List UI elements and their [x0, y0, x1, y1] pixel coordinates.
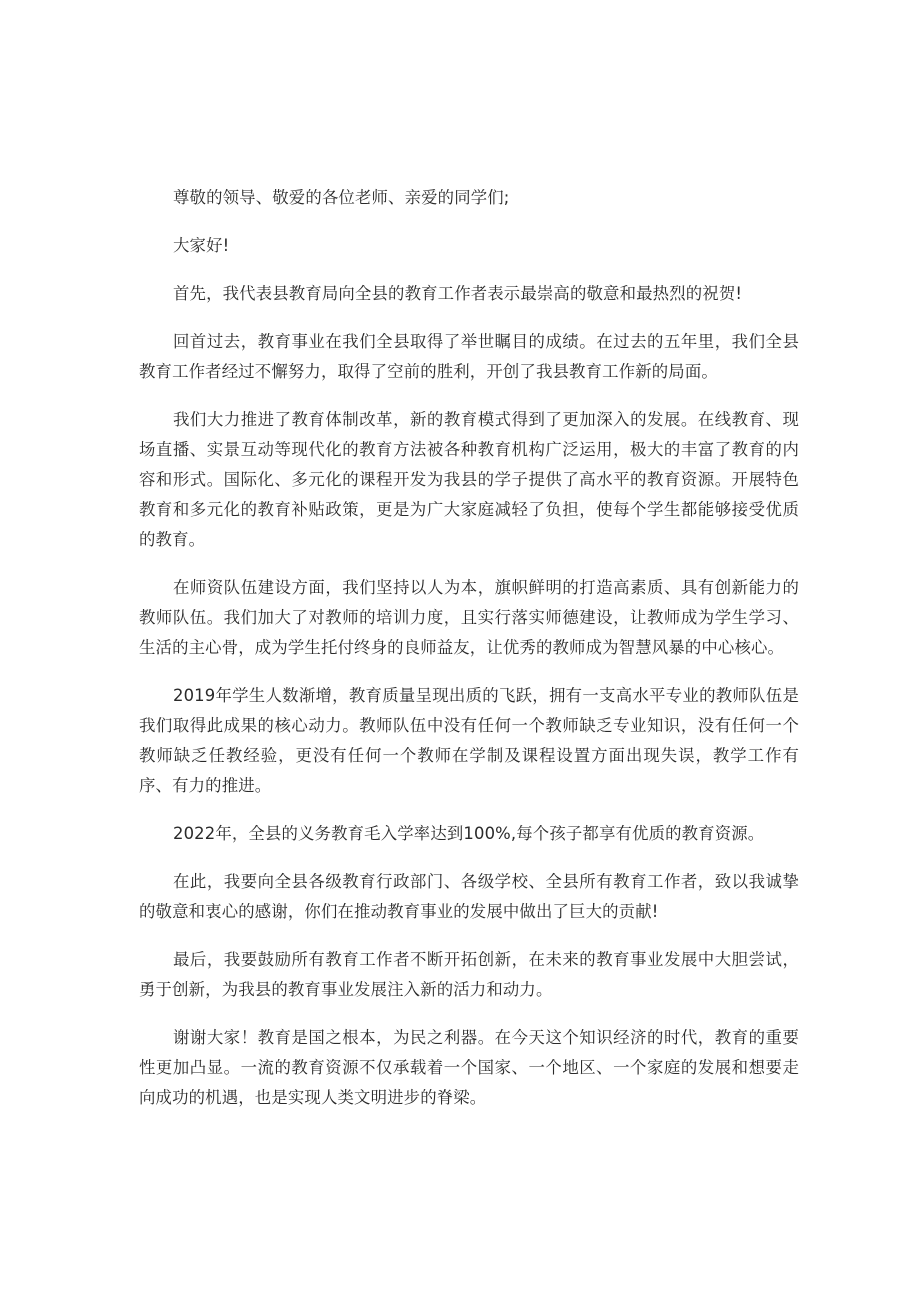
enrollment-2022-paragraph: 2022年，全县的义务教育毛入学率达到100%,每个孩子都享有优质的教育资源。 [173, 824, 765, 843]
thanks-paragraph: 在此，我要向全县各级教育行政部门、各级学校、全县所有教育工作者，致以我诚挚的敬意和衷心的感谢，你们在推动教育事业的发展中做出了巨大的贡献! [139, 872, 799, 921]
speech-body [139, 183, 799, 1131]
review-paragraph: 回首过去，教育事业在我们全县取得了举世瞩目的成绩。在过去的五年里，我们全县教育工作者经过不懈努力，取得了空前的胜利，开创了我县教育工作新的局面。 [139, 332, 799, 381]
reform-paragraph: 我们大力推进了教育体制改革，新的教育模式得到了更加深入的发展。在线教育、现场直播、实景互动等现代化的教育方法被各种教育机构广泛运用，极大的丰富了教育的内容和形式。国际化、多元化的课程开发为我县的学子提供了高水平的教育资源。开展特色教育和多元化的教育补贴政策，更是为广大家庭减轻了负担，使每个学生都能够接受优质的教育。 [139, 410, 799, 549]
salutation-paragraph: 尊敬的领导、敬爱的各位老师、亲爱的同学们; [173, 188, 510, 207]
greeting-paragraph: 大家好! [173, 236, 230, 255]
encouragement-paragraph: 最后，我要鼓励所有教育工作者不断开拓创新，在未来的教育事业发展中大胆尝试，勇于创新，为我县的教育事业发展注入新的活力和动力。 [139, 950, 799, 999]
achievement-2019-paragraph: 2019年学生人数渐增，教育质量呈现出质的飞跃，拥有一支高水平专业的教师队伍是我们取得此成果的核心动力。教师队伍中没有任何一个教师缺乏专业知识，没有任何一个教师缺乏任教经验，更没有任何一个教师在学制及课程设置方面出现失误，教学工作有序、有力的推进。 [139, 686, 799, 795]
closing-paragraph: 谢谢大家！教育是国之根本，为民之利器。在今天这个知识经济的时代，教育的重要性更加凸显。一流的教育资源不仅承载着一个国家、一个地区、一个家庭的发展和想要走向成功的机遇，也是实现人类文明进步的脊梁。 [139, 1028, 799, 1107]
opening-paragraph: 首先，我代表县教育局向全县的教育工作者表示最崇高的敬意和最热烈的祝贺! [173, 284, 743, 303]
teacher-team-paragraph: 在师资队伍建设方面，我们坚持以人为本，旗帜鲜明的打造高素质、具有创新能力的教师队伍。我们加大了对教师的培训力度，且实行落实师德建设，让教师成为学生学习、生活的主心骨，成为学生托付终身的良师益友，让优秀的教师成为智慧风暴的中心核心。 [139, 578, 799, 657]
